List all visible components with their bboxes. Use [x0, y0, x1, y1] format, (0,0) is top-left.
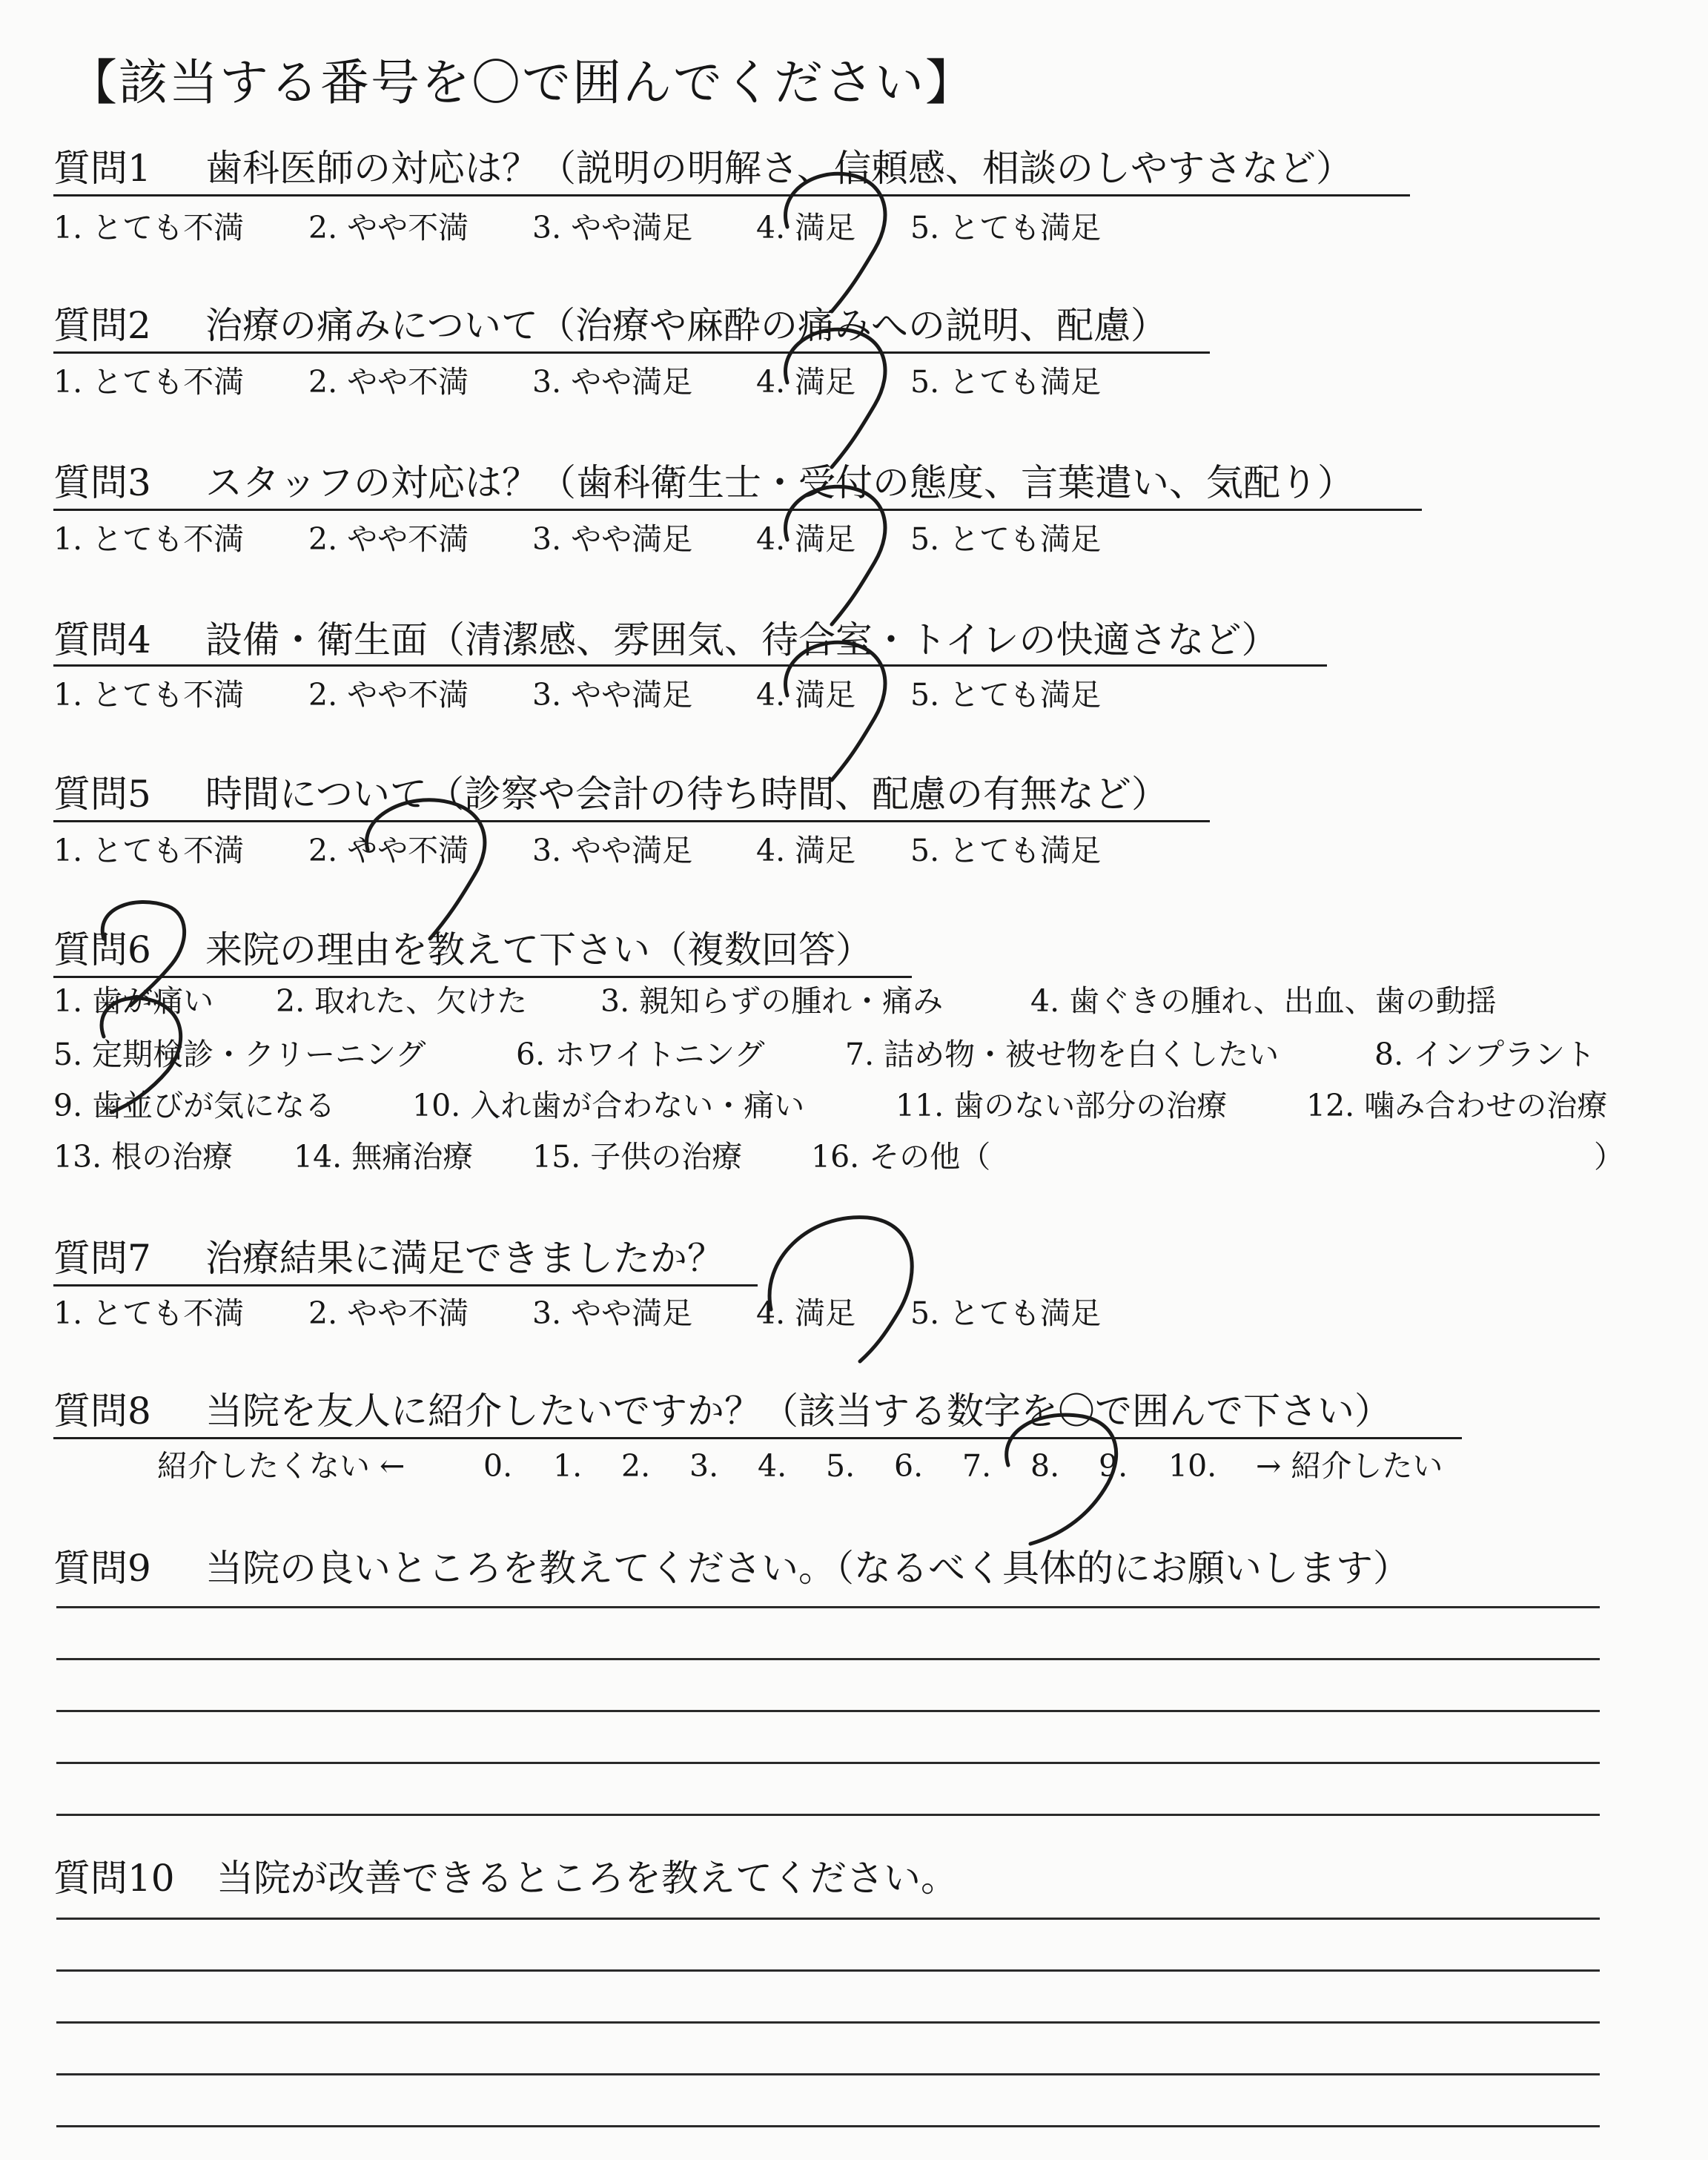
option-2[interactable]: 2. やや不満 — [308, 1295, 469, 1331]
option-5[interactable]: 5. とても満足 — [910, 521, 1102, 557]
question-number: 質問5 — [53, 773, 151, 816]
answer-line[interactable] — [56, 2073, 1600, 2075]
reason-option[interactable]: 2. 取れた、欠けた — [276, 983, 528, 1019]
question-10 — [53, 1855, 958, 1901]
question-text: 来院の理由を教えて下さい（複数回答） — [205, 928, 873, 971]
answer-mark-q7 — [769, 1218, 912, 1361]
question-number: 質問1 — [53, 147, 151, 190]
option-2[interactable]: 2. やや不満 — [308, 210, 469, 245]
option-4[interactable]: 4. 満足 — [756, 833, 856, 868]
option-2[interactable]: 2. やや不満 — [308, 364, 469, 400]
question-2 — [53, 303, 1168, 349]
scale-point[interactable]: 4. — [758, 1448, 787, 1484]
question-underline — [53, 1284, 758, 1287]
question-text: 歯科医師の対応は？（説明の明解さ、信頼感、相談のしやすさなど） — [205, 147, 1353, 190]
question-1 — [53, 145, 1353, 191]
answer-line[interactable] — [56, 1658, 1600, 1660]
answer-line[interactable] — [56, 1814, 1600, 1816]
reason-option[interactable]: 1. 歯が痛い — [53, 983, 214, 1019]
option-4[interactable]: 4. 満足 — [756, 210, 856, 245]
reason-option[interactable]: 6. ホワイトニング — [516, 1037, 765, 1072]
option-2[interactable]: 2. やや不満 — [308, 521, 469, 557]
answer-line[interactable] — [56, 1918, 1600, 1920]
scale-point[interactable]: 9. — [1099, 1448, 1128, 1484]
option-3[interactable]: 3. やや満足 — [532, 677, 693, 713]
option-3[interactable]: 3. やや満足 — [532, 1295, 693, 1331]
scale-right-label: → 紹介したい — [1256, 1448, 1443, 1484]
question-underline — [53, 976, 912, 978]
question-underline — [53, 509, 1422, 511]
question-number: 質問7 — [53, 1237, 151, 1280]
question-underline — [53, 664, 1327, 667]
option-1[interactable]: 1. とても不満 — [53, 521, 245, 557]
scale-point[interactable]: 3. — [689, 1448, 719, 1484]
scale-point[interactable]: 0. — [483, 1448, 513, 1484]
reason-option[interactable]: 7. 詰め物・被せ物を白くしたい — [845, 1037, 1280, 1072]
question-number: 質問8 — [53, 1390, 151, 1433]
reason-option[interactable]: 4. 歯ぐきの腫れ、出血、歯の動揺 — [1030, 983, 1497, 1019]
option-3[interactable]: 3. やや満足 — [532, 364, 693, 400]
question-9 — [53, 1545, 1410, 1591]
question-underline — [53, 194, 1410, 196]
question-underline — [53, 351, 1210, 354]
question-number: 質問3 — [53, 461, 151, 504]
reason-option[interactable]: 8. インプラント — [1374, 1037, 1596, 1072]
option-1[interactable]: 1. とても不満 — [53, 1295, 245, 1331]
option-1[interactable]: 1. とても不満 — [53, 364, 245, 400]
option-1[interactable]: 1. とても不満 — [53, 833, 245, 868]
reason-option[interactable]: 5. 定期検診・クリーニング — [53, 1037, 426, 1072]
option-3[interactable]: 3. やや満足 — [532, 833, 693, 868]
question-text: スタッフの対応は？（歯科衛生士・受付の態度、言葉遣い、気配り） — [205, 461, 1354, 504]
answer-line[interactable] — [56, 2021, 1600, 2024]
option-5[interactable]: 5. とても満足 — [910, 833, 1102, 868]
scale-point[interactable]: 6. — [894, 1448, 924, 1484]
question-text: 治療の痛みについて（治療や麻酔の痛みへの説明、配慮） — [205, 304, 1168, 347]
option-5[interactable]: 5. とても満足 — [910, 210, 1102, 245]
question-text: 当院の良いところを教えてください。（なるべく具体的にお願いします） — [205, 1547, 1410, 1590]
question-7 — [53, 1235, 724, 1281]
scale-point[interactable]: 10. — [1168, 1448, 1217, 1484]
option-1[interactable]: 1. とても不満 — [53, 210, 245, 245]
question-5 — [53, 771, 1168, 817]
option-2[interactable]: 2. やや不満 — [308, 677, 469, 713]
option-4[interactable]: 4. 満足 — [756, 364, 856, 400]
question-3 — [53, 460, 1354, 506]
option-5[interactable]: 5. とても満足 — [910, 1295, 1102, 1331]
question-text: 時間について（診察や会計の待ち時間、配慮の有無など） — [205, 773, 1168, 816]
reason-option[interactable]: 12. 噛み合わせの治療 — [1306, 1088, 1608, 1123]
question-number: 質問4 — [53, 618, 151, 661]
option-4[interactable]: 4. 満足 — [756, 521, 856, 557]
question-8 — [53, 1388, 1391, 1434]
option-3[interactable]: 3. やや満足 — [532, 210, 693, 245]
answer-line[interactable] — [56, 2125, 1600, 2127]
question-text: 設備・衛生面（清潔感、雰囲気、待合室・トイレの快適さなど） — [205, 618, 1279, 661]
scale-left-label: 紹介したくない ← — [157, 1448, 406, 1484]
question-number: 質問10 — [53, 1857, 175, 1900]
option-3[interactable]: 3. やや満足 — [532, 521, 693, 557]
option-5[interactable]: 5. とても満足 — [910, 677, 1102, 713]
reason-option[interactable]: 14. 無痛治療 — [294, 1139, 474, 1175]
answer-line[interactable] — [56, 1762, 1600, 1764]
answer-line[interactable] — [56, 1710, 1600, 1712]
question-text: 治療結果に満足できましたか？ — [205, 1237, 724, 1280]
scale-point[interactable]: 5. — [826, 1448, 855, 1484]
question-number: 質問2 — [53, 304, 151, 347]
question-text: 当院が改善できるところを教えてください。 — [216, 1857, 958, 1900]
close-paren: ） — [1594, 1139, 1624, 1175]
scale-point[interactable]: 1. — [553, 1448, 583, 1484]
question-text: 当院を友人に紹介したいですか？（該当する数字を〇で囲んで下さい） — [205, 1390, 1391, 1433]
option-5[interactable]: 5. とても満足 — [910, 364, 1102, 400]
question-number: 質問9 — [53, 1547, 151, 1590]
option-2[interactable]: 2. やや不満 — [308, 833, 469, 868]
reason-option[interactable]: 15. 子供の治療 — [532, 1139, 743, 1175]
option-4[interactable]: 4. 満足 — [756, 1295, 856, 1331]
reason-option[interactable]: 13. 根の治療 — [53, 1139, 234, 1175]
question-4 — [53, 617, 1279, 663]
question-underline — [53, 820, 1210, 822]
question-underline — [53, 1437, 1462, 1439]
scale-point[interactable]: 8. — [1030, 1448, 1060, 1484]
scale-point[interactable]: 7. — [962, 1448, 992, 1484]
page-title: 【該当する番号を〇で囲んでください】 — [68, 54, 976, 111]
reason-option[interactable]: 3. 親知らずの腫れ・痛み — [600, 983, 944, 1019]
reason-option[interactable]: 11. 歯のない部分の治療 — [896, 1088, 1228, 1123]
question-6 — [53, 927, 873, 973]
answer-line[interactable] — [56, 1969, 1600, 1972]
option-1[interactable]: 1. とても不満 — [53, 677, 245, 713]
option-4[interactable]: 4. 満足 — [756, 677, 856, 713]
reason-option[interactable]: 10. 入れ歯が合わない・痛い — [412, 1088, 805, 1123]
reason-option[interactable]: 16. その他（ — [811, 1139, 991, 1175]
answer-line[interactable] — [56, 1606, 1600, 1608]
reason-option[interactable]: 9. 歯並びが気になる — [53, 1088, 336, 1123]
scale-point[interactable]: 2. — [621, 1448, 651, 1484]
question-number: 質問6 — [53, 928, 151, 971]
